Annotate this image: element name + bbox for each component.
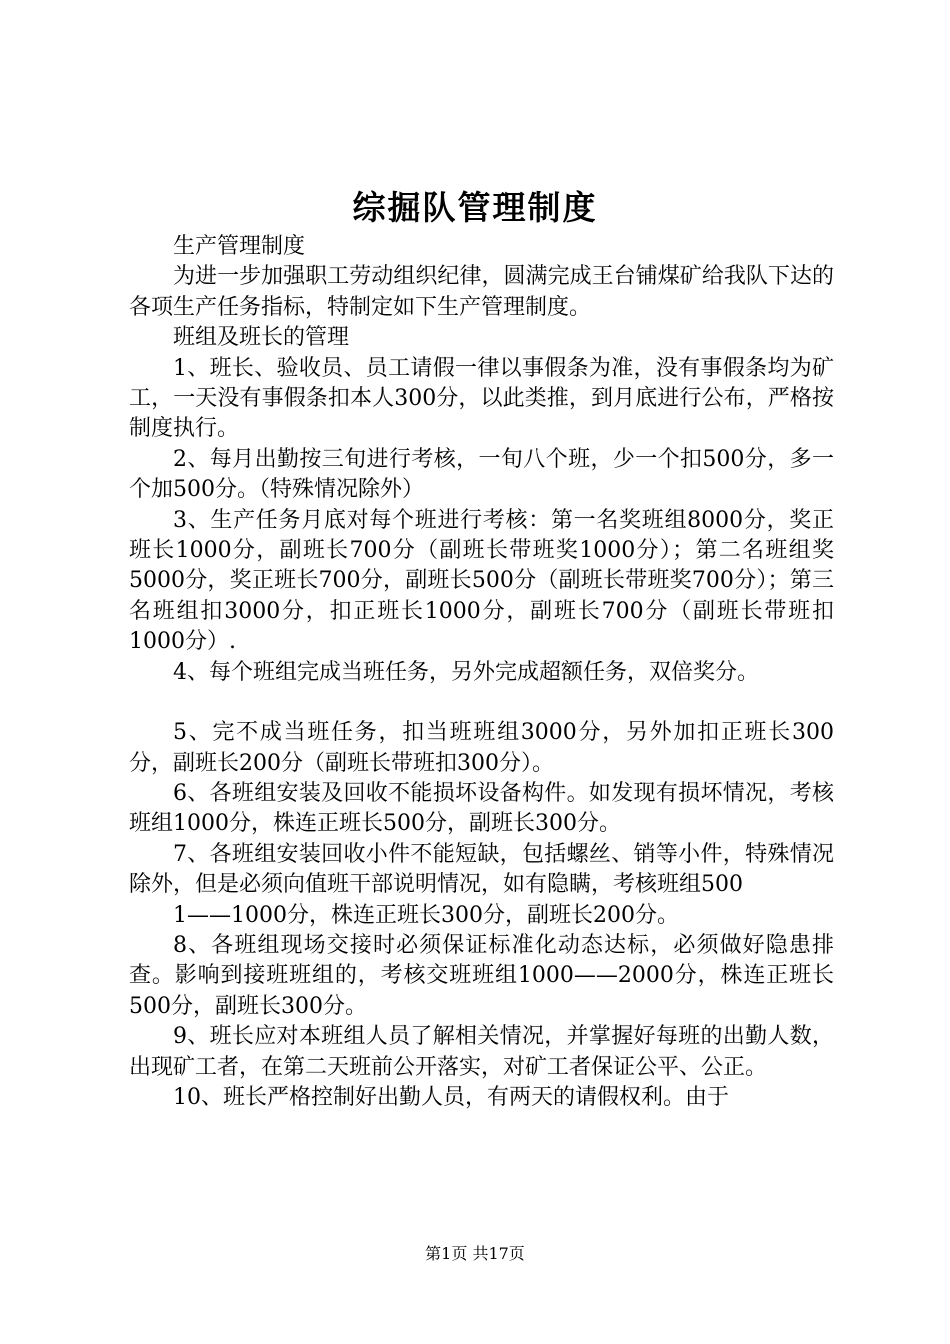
paragraph-rule-9: 9、班长应对本班组人员了解相关情况，并掌握好每班的出勤人数，出现矿工者，在第二天班前公开落实，对矿工者保证公平、公正。 [129,1024,834,1080]
paragraph-rule-10: 10、班长严格控制好出勤人员，有两天的请假权利。由于 [173,1084,729,1110]
paragraph-rule-8: 8、各班组现场交接时必须保证标准化动态达标，必须做好隐患排查。影响到接班班组的，考核交班班组1000——2000分，株连正班长500分，副班长300分。 [129,932,834,1019]
paragraph-rule-6: 6、各班组安装及回收不能损坏设备构件。如发现有损坏情况，考核班组1000分，株连正班长500分，副班长300分。 [129,780,834,837]
paragraph-rule-4: 4、每个班组完成当班任务，另外完成超额任务，双倍奖分。 [173,659,759,685]
paragraph-rule-3: 3、生产任务月底对每个班进行考核：第一名奖班组8000分，奖正班长1000分，副班长700分（副班长带班奖1000分）；第二名班组奖5000分，奖正班长700分，副班长500分（副班长带班奖700分）；第三名班组扣3000分，扣正班长1000分，副班长700分（副班长带班扣1000分）. [129,507,834,655]
paragraph-rule-7-continued: 1——1000分，株连正班长300分，副班长200分。 [173,902,679,928]
paragraph-rule-1: 1、班长、验收员、员工请假一律以事假条为准，没有事假条均为矿工，一天没有事假条扣本人300分，以此类推，到月底进行公布，严格按制度执行。 [129,355,834,442]
paragraph-rule-5: 5、完不成当班任务，扣当班班组3000分，另外加扣正班长300分，副班长200分（副班长带班扣300分）。 [129,720,834,776]
paragraph-intro: 为进一步加强职工劳动组织纪律，圆满完成王台铺煤矿给我队下达的各项生产任务指标，特制定如下生产管理制度。 [129,264,834,320]
page-number-footer: 第1页 共17页 [425,1244,525,1263]
paragraph-section-heading: 生产管理制度 [173,234,306,259]
paragraph-rule-7: 7、各班组安装回收小件不能短缺，包括螺丝、销等小件，特殊情况除外，但是必须向值班干部说明情况，如有隐瞒，考核班组500 [129,841,834,898]
paragraph-rule-2: 2、每月出勤按三旬进行考核，一旬八个班，少一个扣500分，多一个加500分。（特殊情况除外） [129,446,834,503]
document-body [129,232,834,1113]
document-title: 综掘队管理制度 [352,188,598,227]
paragraph-subheading: 班组及班长的管理 [173,325,350,351]
